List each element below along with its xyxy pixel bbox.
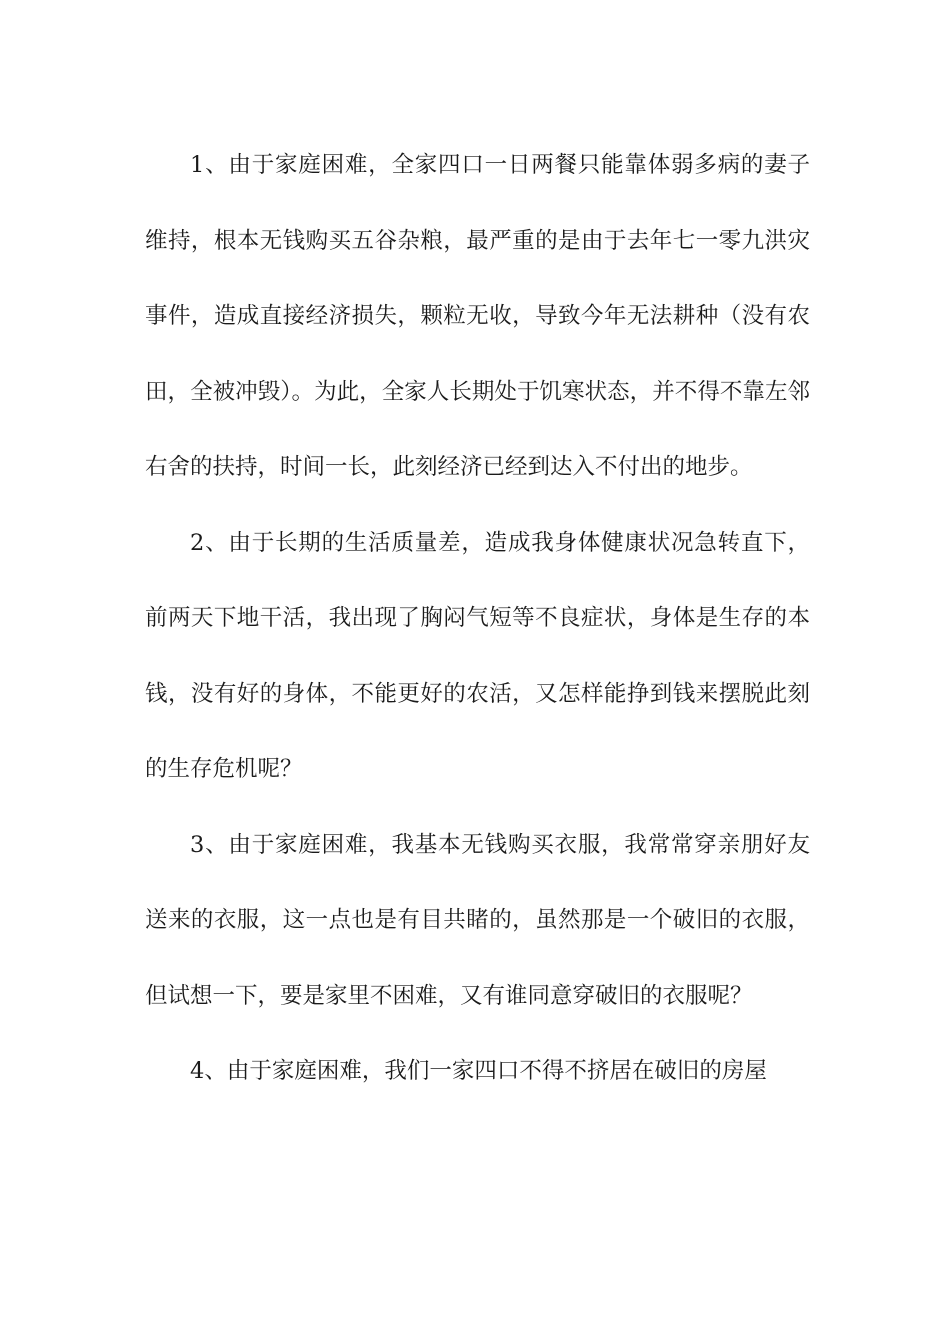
- paragraph-2: 2、由于长期的生活质量差，造成我身体健康状况急转直下，前两天下地干活，我出现了胸闷气短等不良症状，身体是生存的本钱，没有好的身体，不能更好的农活，又怎样能挣到钱来摆脱此刻的生存危机呢？: [145, 529, 810, 782]
- paragraph-3: 3、由于家庭困难，我基本无钱购买衣服，我常常穿亲朋好友送来的衣服，这一点也是有目共睹的，虽然那是一个破旧的衣服，但试想一下，要是家里不困难，又有谁同意穿破旧的衣服呢？: [145, 831, 810, 1009]
- paragraph-4: 4、由于家庭困难，我们一家四口不得不挤居在破旧的房屋: [190, 1058, 767, 1084]
- document-body: [145, 128, 810, 1110]
- paragraph-1: 1、由于家庭困难，全家四口一日两餐只能靠体弱多病的妻子维持，根本无钱购买五谷杂粮，最严重的是由于去年七一零九洪灾事件，造成直接经济损失，颗粒无收，导致今年无法耕种（没有农田，全被冲毁）。为此，全家人长期处于饥寒状态，并不得不靠左邻右舍的扶持，时间一长，此刻经济已经到达入不付出的地步。: [145, 152, 810, 480]
